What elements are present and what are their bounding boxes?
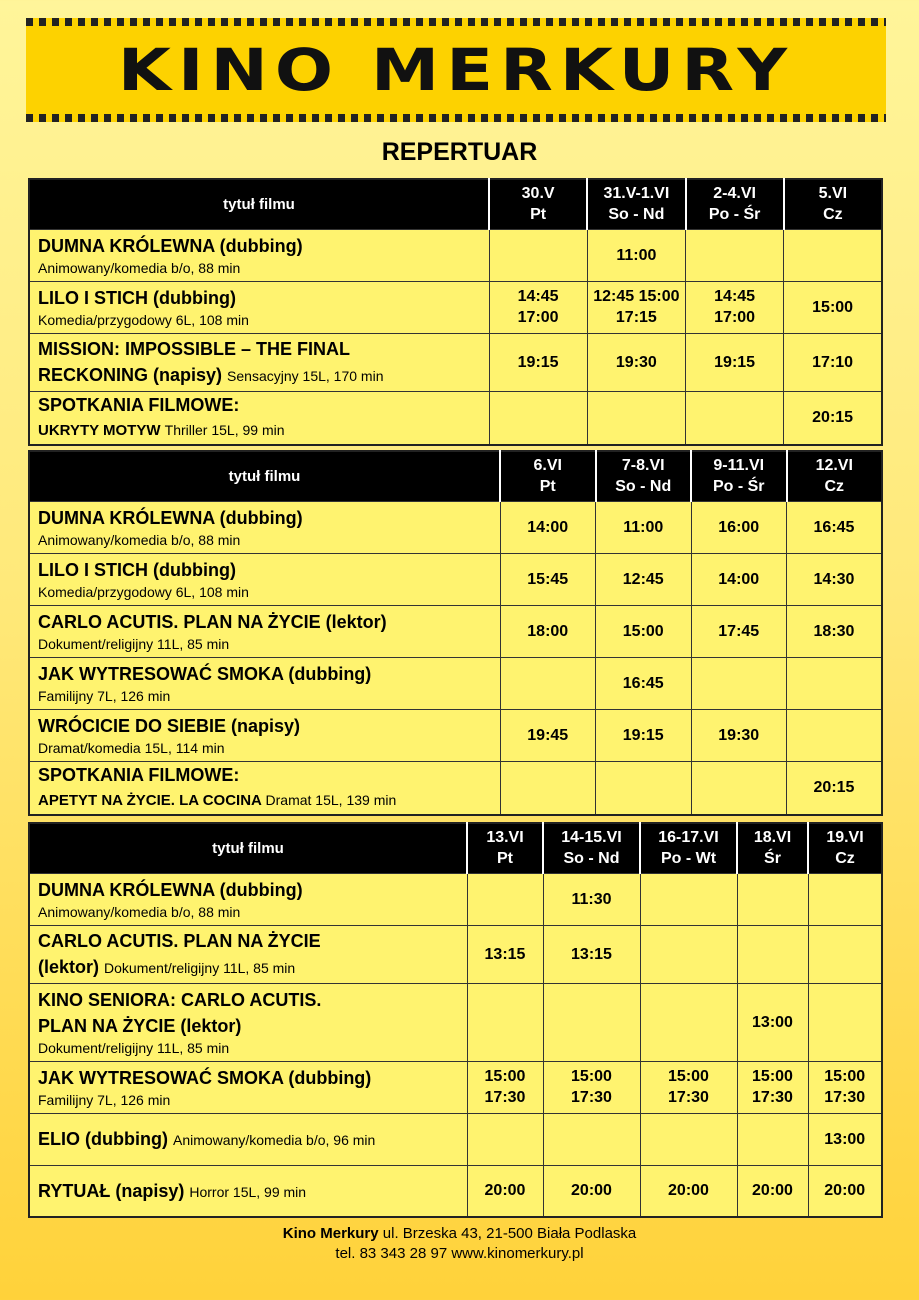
film-perforation-bottom [26, 114, 886, 122]
film-title-line2 [38, 1013, 461, 1039]
showtime-cell [691, 709, 787, 761]
film-cell [29, 873, 467, 925]
showtime-cell [587, 281, 685, 333]
showtime: 12:45 [622, 570, 664, 588]
film-cell [29, 761, 500, 815]
showtime: 16:45 [813, 518, 855, 536]
showtime-cell [686, 391, 784, 445]
column-date: 9-11.VI [713, 457, 765, 475]
film-title: DUMNA KRÓLEWNA (dubbing) [38, 880, 303, 900]
film-title: JAK WYTRESOWAĆ SMOKA (dubbing) [38, 1068, 372, 1088]
schedule-table-week2 [28, 450, 883, 816]
column-header-date [787, 451, 883, 501]
showtime: 20:00 [571, 1182, 612, 1200]
film-title-line2 [38, 362, 483, 388]
table-row [29, 983, 882, 1061]
film-cell [29, 391, 489, 445]
showtime: 14:45 [714, 288, 756, 305]
showtime: 17:30 [752, 1089, 793, 1106]
film-title-cont: PLAN NA ŻYCIE (lektor) [38, 1016, 242, 1036]
film-description: Thriller 15L, 99 min [164, 421, 285, 438]
column-header-title: tytuł filmu [29, 451, 500, 501]
showtime: 14:45 [517, 288, 559, 305]
column-header-date [467, 823, 543, 873]
film-description: Animowany/komedia b/o, 88 min [38, 260, 241, 276]
showtime: 17:00 [714, 309, 756, 326]
schedule-table-week1 [28, 178, 883, 446]
showtime: 17:30 [668, 1089, 709, 1106]
column-day: Cz [824, 478, 845, 496]
table-row [29, 761, 882, 815]
showtime-cell [596, 501, 692, 553]
showtime-cell [808, 925, 882, 983]
film-title: LILO I STICH (dubbing) [38, 560, 236, 580]
showtime-cell [587, 391, 685, 445]
showtime-cell [587, 229, 685, 281]
showtime-cell [587, 333, 685, 391]
showtime-cell [787, 605, 883, 657]
film-description: Familijny 7L, 126 min [38, 1092, 171, 1108]
film-description: Animowany/komedia b/o, 88 min [38, 532, 241, 548]
showtime-cell [640, 873, 737, 925]
column-header-date [500, 451, 596, 501]
showtime: 19:15 [517, 353, 559, 371]
showtime-cell [691, 657, 787, 709]
showtime-cell [467, 983, 543, 1061]
column-day: Pt [497, 850, 513, 868]
table-row [29, 709, 882, 761]
film-title: CARLO ACUTIS. PLAN NA ŻYCIE [38, 931, 321, 951]
showtime-cell [500, 709, 596, 761]
showtime-cell [691, 605, 787, 657]
film-description: Animowany/komedia b/o, 96 min [172, 1132, 376, 1148]
showtime-cell [543, 1113, 640, 1165]
film-cell [29, 1165, 467, 1217]
film-cell [29, 925, 467, 983]
column-day: Cz [835, 850, 855, 868]
film-title-cont: (lektor) [38, 957, 100, 977]
column-date: 2-4.VI [713, 185, 756, 203]
showtime: 19:30 [615, 353, 657, 371]
film-cell [29, 333, 489, 391]
showtime: 11:30 [571, 890, 612, 908]
film-description: Dokument/religijny 11L, 85 min [38, 1040, 230, 1056]
showtime: 15:00 [824, 1068, 866, 1085]
film-description: Dramat 15L, 139 min [265, 791, 397, 808]
showtime: 17:45 [718, 622, 760, 640]
column-date: 6.VI [533, 457, 562, 475]
showtime: 17:30 [571, 1089, 612, 1106]
film-title-cont: RECKONING (napisy) [38, 365, 223, 385]
film-cell [29, 281, 489, 333]
showtime-cell [787, 709, 883, 761]
film-title-line2 [38, 954, 461, 980]
showtime: 15:00 [752, 1068, 793, 1085]
showtime: 14:00 [527, 518, 569, 536]
footer-contact: tel. 83 343 28 97 www.kinomerkury.pl [335, 1245, 584, 1262]
showtime: 15:45 [527, 570, 569, 588]
column-date: 31.V-1.VI [603, 185, 670, 203]
showtime-cell [640, 1113, 737, 1165]
showtime-cell [543, 1061, 640, 1113]
showtime-cell [596, 761, 692, 815]
showtime-cell [596, 553, 692, 605]
showtime: 11:00 [616, 246, 657, 264]
showtime: 13:00 [752, 1013, 793, 1031]
film-title-line2 [38, 418, 483, 444]
film-perforation-top [26, 18, 886, 26]
column-header-date [686, 179, 784, 229]
showtime-cell [467, 873, 543, 925]
showtime-cell [808, 1113, 882, 1165]
showtime: 17:30 [484, 1089, 526, 1106]
footer-cinema-name: Kino Merkury [282, 1225, 379, 1242]
showtime: 20:00 [824, 1182, 866, 1200]
showtime-cell [787, 553, 883, 605]
showtime: 19:15 [714, 353, 756, 371]
showtime-cell [500, 553, 596, 605]
film-cell [29, 983, 467, 1061]
column-header-date [784, 179, 882, 229]
header-row [29, 451, 882, 501]
showtime: 11:00 [623, 518, 664, 536]
column-header-date [737, 823, 808, 873]
showtime-cell [500, 657, 596, 709]
column-day: Po - Śr [708, 206, 761, 224]
table-row [29, 873, 882, 925]
column-day: Pt [530, 206, 547, 224]
table-row [29, 657, 882, 709]
film-description: Dokument/religijny 11L, 85 min [104, 960, 296, 976]
column-date: 14-15.VI [561, 829, 622, 847]
showtime-cell [640, 983, 737, 1061]
showtime-cell [808, 983, 882, 1061]
column-header-date [543, 823, 640, 873]
schedule-table-week3 [28, 822, 883, 1218]
showtime: 20:15 [813, 779, 855, 796]
film-description: Horror 15L, 99 min [189, 1183, 307, 1200]
film-cell [29, 553, 500, 605]
header-row [29, 179, 882, 229]
film-title: WRÓCICIE DO SIEBIE (napisy) [38, 716, 301, 736]
showtime-cell [784, 229, 882, 281]
column-date: 5.VI [818, 185, 848, 203]
showtime-cell [640, 1165, 737, 1217]
showtime: 17:30 [824, 1089, 866, 1106]
film-title-text: RYTUAŁ (napisy) [38, 1180, 185, 1201]
film-description: Komedia/przygodowy 6L, 108 min [38, 312, 249, 328]
showtime: 20:15 [812, 409, 854, 426]
film-description: Dramat/komedia 15L, 114 min [38, 740, 225, 756]
table-row [29, 281, 882, 333]
film-title-line2 [38, 788, 494, 814]
showtime-cell [737, 873, 808, 925]
showtime-cell [737, 925, 808, 983]
showtime-cell [691, 761, 787, 815]
showtime-cell [737, 1113, 808, 1165]
showtime: 17:10 [812, 353, 854, 371]
column-day: So - Nd [608, 206, 665, 224]
showtime-cell [640, 925, 737, 983]
column-header-title: tytuł filmu [29, 823, 467, 873]
showtime-cell [691, 553, 787, 605]
table-row [29, 501, 882, 553]
column-header-date [596, 451, 692, 501]
showtime-cell [543, 873, 640, 925]
showtime: 16:00 [718, 518, 760, 536]
showtime-cell [686, 281, 784, 333]
column-day: So - Nd [563, 850, 620, 868]
showtime-cell [543, 1165, 640, 1217]
showtime: 20:00 [752, 1182, 793, 1200]
column-header-date [587, 179, 685, 229]
film-cell [29, 229, 489, 281]
showtime-cell [686, 229, 784, 281]
footer [0, 1224, 919, 1264]
showtime-cell [787, 501, 883, 553]
column-day: Pt [539, 478, 556, 496]
showtime-cell [500, 605, 596, 657]
film-cell [29, 1113, 467, 1165]
showtime-cell [596, 657, 692, 709]
film-title: JAK WYTRESOWAĆ SMOKA (dubbing) [38, 664, 372, 684]
column-day: So - Nd [615, 478, 672, 496]
showtime: 19:30 [718, 726, 760, 744]
film-title-text: ELIO (dubbing) [38, 1129, 168, 1149]
film-cell [29, 709, 500, 761]
showtime: 15:00 [571, 1068, 612, 1085]
film-title: SPOTKANIA FILMOWE: [38, 394, 240, 415]
table-row [29, 925, 882, 983]
column-day: Po - Śr [712, 478, 765, 496]
table-row [29, 229, 882, 281]
column-header-date [691, 451, 787, 501]
showtime: 15:00 [668, 1068, 709, 1085]
showtime: 16:45 [622, 674, 664, 692]
film-title: KINO SENIORA: CARLO ACUTIS. [38, 990, 322, 1010]
film-cell [29, 657, 500, 709]
column-day: Śr [764, 850, 781, 868]
showtime: 13:15 [571, 945, 612, 963]
showtime-cell [787, 761, 883, 815]
showtime: 17:15 [615, 309, 657, 326]
showtime-cell [543, 925, 640, 983]
showtime-cell [467, 1113, 543, 1165]
column-date: 7-8.VI [621, 457, 665, 475]
table-row [29, 391, 882, 445]
showtime: 18:30 [813, 622, 855, 640]
table-row [29, 333, 882, 391]
showtime: 15:00 [812, 298, 854, 316]
showtime-cell [489, 391, 587, 445]
showtime: 17:00 [517, 309, 559, 326]
showtime-cell [784, 391, 882, 445]
column-date: 16-17.VI [658, 829, 719, 847]
showtime-cell [808, 1165, 882, 1217]
film-title [38, 1126, 461, 1152]
film-description: Komedia/przygodowy 6L, 108 min [38, 584, 249, 600]
showtime-cell [596, 709, 692, 761]
table-row [29, 553, 882, 605]
column-day: Po - Wt [660, 850, 717, 868]
film-title: CARLO ACUTIS. PLAN NA ŻYCIE (lektor) [38, 612, 387, 632]
film-title: DUMNA KRÓLEWNA (dubbing) [38, 236, 303, 256]
showtime: 19:15 [622, 726, 664, 744]
showtime-cell [784, 281, 882, 333]
column-header-date [489, 179, 587, 229]
showtime-cell [467, 925, 543, 983]
column-day: Cz [823, 206, 843, 224]
showtime: 20:00 [484, 1182, 526, 1200]
showtime: 12:45 15:00 [593, 288, 680, 305]
showtime: 19:45 [527, 726, 569, 744]
showtime-cell [686, 333, 784, 391]
column-header-date [640, 823, 737, 873]
showtime: 13:15 [484, 945, 526, 963]
film-title-cont: UKRYTY MOTYW [38, 421, 161, 439]
showtime-cell [737, 983, 808, 1061]
showtime-cell [500, 501, 596, 553]
footer-address: ul. Brzeska 43, 21-500 Biała Podlaska [382, 1225, 637, 1242]
table-row [29, 1165, 882, 1217]
column-header-title: tytuł filmu [29, 179, 489, 229]
column-date: 13.VI [486, 829, 524, 847]
table-row [29, 1061, 882, 1113]
film-description: Familijny 7L, 126 min [38, 688, 171, 704]
showtime-cell [489, 333, 587, 391]
column-date: 30.V [521, 185, 555, 203]
showtime-cell [640, 1061, 737, 1113]
showtime-cell [467, 1061, 543, 1113]
showtime-cell [596, 605, 692, 657]
film-title: DUMNA KRÓLEWNA (dubbing) [38, 508, 303, 528]
film-title: MISSION: IMPOSSIBLE – THE FINAL [38, 339, 351, 359]
film-description: Dokument/religijny 11L, 85 min [38, 636, 230, 652]
page-subtitle: REPERTUAR [381, 138, 538, 166]
showtime-cell [489, 281, 587, 333]
showtime-cell [808, 873, 882, 925]
showtime: 20:00 [668, 1182, 709, 1200]
showtime-cell [808, 1061, 882, 1113]
showtime: 15:00 [622, 622, 664, 640]
film-cell [29, 605, 500, 657]
header-row [29, 823, 882, 873]
film-cell [29, 501, 500, 553]
showtime: 18:00 [527, 622, 569, 640]
showtime-cell [500, 761, 596, 815]
table-row [29, 1113, 882, 1165]
cinema-title: KINO MERKURY [117, 36, 795, 104]
showtime: 13:00 [824, 1130, 866, 1148]
showtime-cell [691, 501, 787, 553]
film-title-cont: APETYT NA ŻYCIE. LA COCINA [38, 791, 262, 809]
film-title: SPOTKANIA FILMOWE: [38, 764, 240, 785]
film-cell [29, 1061, 467, 1113]
film-description: Animowany/komedia b/o, 88 min [38, 904, 241, 920]
film-title: LILO I STICH (dubbing) [38, 288, 236, 308]
showtime-cell [737, 1165, 808, 1217]
film-title [38, 1178, 461, 1204]
table-row [29, 605, 882, 657]
showtime-cell [737, 1061, 808, 1113]
showtime-cell [489, 229, 587, 281]
showtime-cell [784, 333, 882, 391]
column-date: 19.VI [826, 829, 864, 847]
column-date: 18.VI [753, 829, 792, 847]
column-date: 12.VI [815, 457, 853, 475]
showtime: 15:00 [484, 1068, 526, 1085]
showtime-cell [787, 657, 883, 709]
showtime-cell [543, 983, 640, 1061]
column-header-date [808, 823, 882, 873]
showtime: 14:00 [718, 570, 760, 588]
showtime: 14:30 [813, 570, 855, 588]
showtime-cell [467, 1165, 543, 1217]
film-description: Sensacyjny 15L, 170 min [227, 368, 384, 384]
header-banner [26, 18, 886, 122]
